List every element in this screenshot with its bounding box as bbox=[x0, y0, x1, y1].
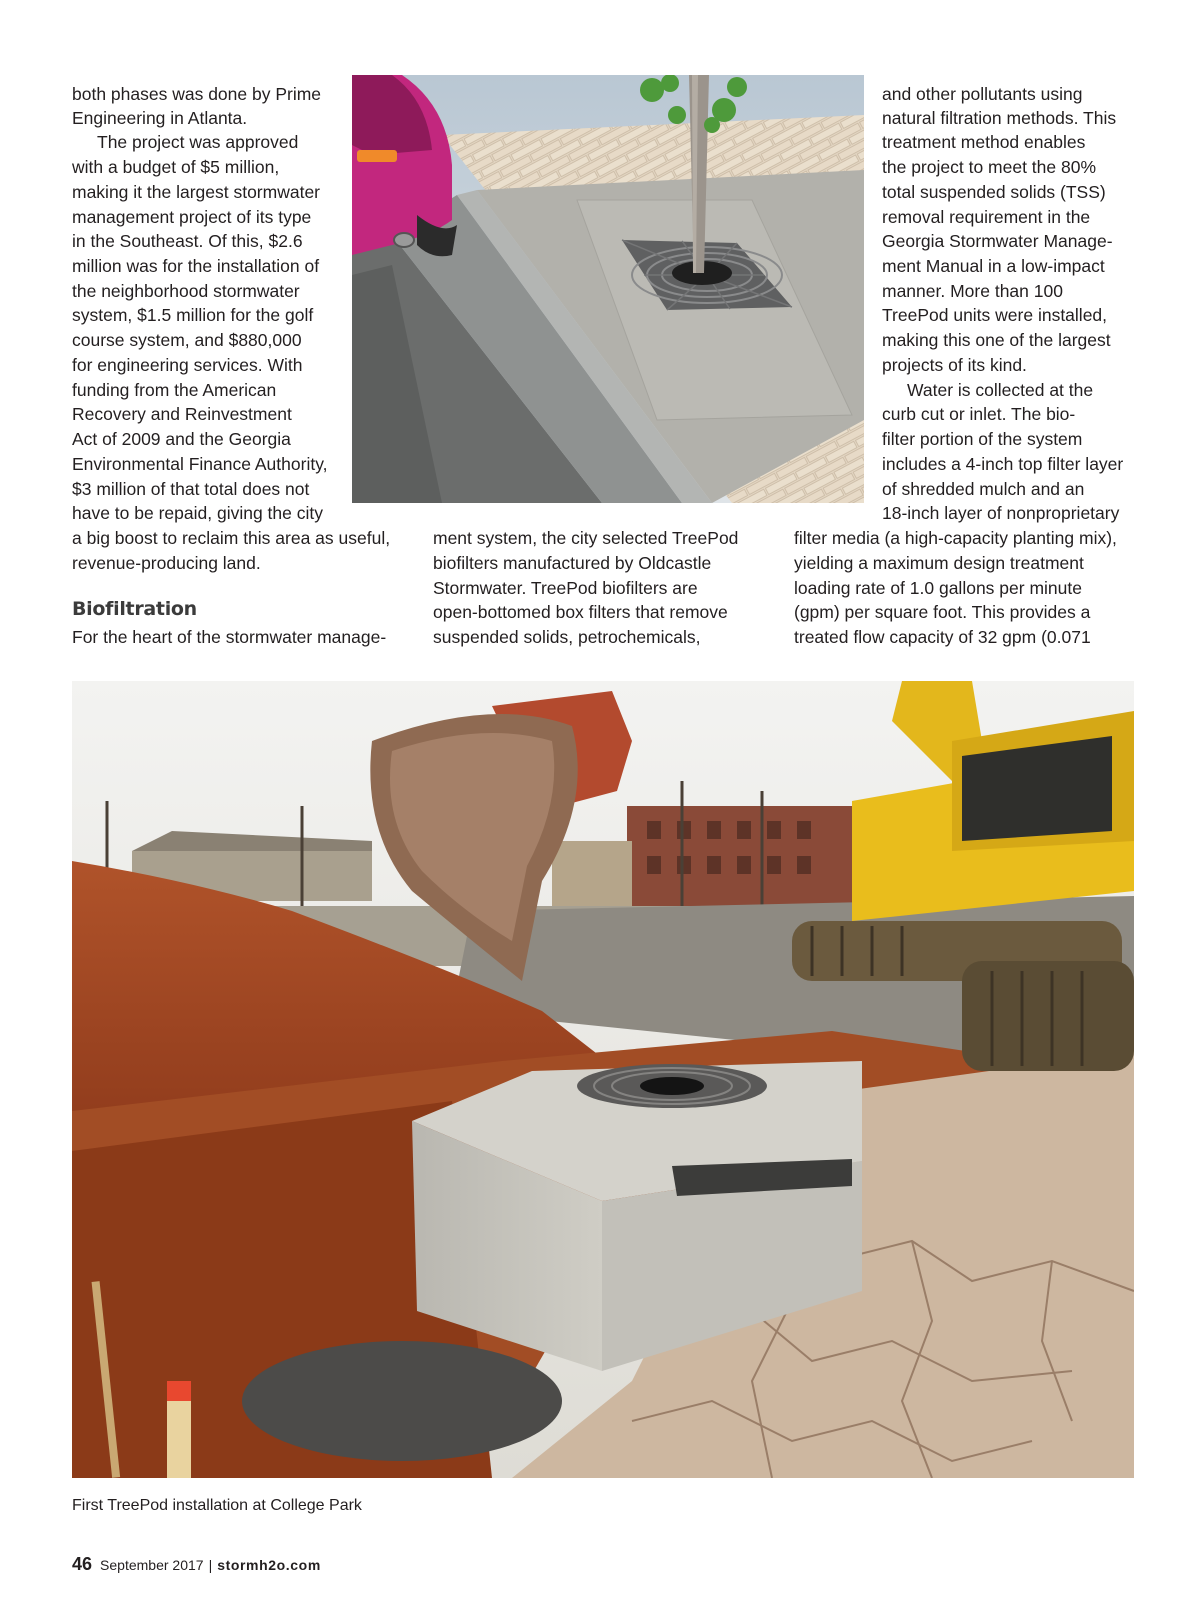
body-text-line: removal requirement in the bbox=[882, 207, 1091, 227]
body-text-line: system, $1.5 million for the golf bbox=[72, 305, 314, 325]
body-text-line: management project of its type bbox=[72, 207, 312, 227]
body-text-line: manner. More than 100 bbox=[882, 281, 1063, 301]
body-text-line: Stormwater. TreePod biofilters are bbox=[433, 578, 698, 598]
body-text-line: suspended solids, petrochemicals, bbox=[433, 627, 701, 647]
body-text-line: natural filtration methods. This bbox=[882, 108, 1117, 128]
body-text-line: ment system, the city selected TreePod bbox=[433, 528, 739, 548]
footer-separator: | bbox=[208, 1557, 213, 1573]
body-text-line: treated flow capacity of 32 gpm (0.071 bbox=[794, 627, 1091, 647]
body-text-line: a big boost to reclaim this area as useful, bbox=[72, 528, 391, 548]
body-text-line: the neighborhood stormwater bbox=[72, 281, 300, 301]
treepod-rendering-image bbox=[352, 75, 864, 503]
body-text-line: curb cut or inlet. The bio- bbox=[882, 404, 1076, 424]
body-text-line: and other pollutants using bbox=[882, 84, 1083, 104]
body-text-line: treatment method enables bbox=[882, 132, 1086, 152]
body-text-line: yielding a maximum design treatment bbox=[794, 553, 1084, 573]
body-text-line: loading rate of 1.0 gallons per minute bbox=[794, 578, 1082, 598]
body-text-line: funding from the American bbox=[72, 380, 277, 400]
body-text-line: includes a 4-inch top filter layer bbox=[882, 454, 1124, 474]
body-text-line: filter media (a high-capacity planting mix), bbox=[794, 528, 1117, 548]
site-installation-photo bbox=[72, 681, 1134, 1478]
issue-date: September 2017 bbox=[100, 1557, 204, 1573]
body-text-line: total suspended solids (TSS) bbox=[882, 182, 1106, 202]
page-number: 46 bbox=[72, 1554, 93, 1574]
website-link[interactable]: stormh2o.com bbox=[217, 1557, 321, 1573]
body-text-line: For the heart of the stormwater manage- bbox=[72, 627, 387, 647]
body-text-line: revenue-producing land. bbox=[72, 553, 261, 573]
page-footer bbox=[72, 1554, 321, 1575]
body-text-line: the project to meet the 80% bbox=[882, 157, 1097, 177]
body-text-line: both phases was done by Prime bbox=[72, 84, 322, 104]
body-text-line: course system, and $880,000 bbox=[72, 330, 302, 350]
body-text-line: have to be repaid, giving the city bbox=[72, 503, 323, 523]
body-text-line: making it the largest stormwater bbox=[72, 182, 321, 202]
body-text-line: $3 million of that total does not bbox=[72, 479, 310, 499]
body-text-line: TreePod units were installed, bbox=[882, 305, 1108, 325]
body-text-line: making this one of the largest bbox=[882, 330, 1111, 350]
section-heading: Biofiltration bbox=[72, 598, 197, 620]
body-text-line: projects of its kind. bbox=[882, 355, 1027, 375]
body-text-line: Georgia Stormwater Manage- bbox=[882, 231, 1113, 251]
body-text-line: million was for the installation of bbox=[72, 256, 320, 276]
body-text-line: 18-inch layer of nonproprietary bbox=[882, 503, 1120, 523]
body-text-line: of shredded mulch and an bbox=[882, 479, 1085, 499]
body-text-line: Engineering in Atlanta. bbox=[72, 108, 248, 128]
body-text-line: filter portion of the system bbox=[882, 429, 1083, 449]
body-text-line: for engineering services. With bbox=[72, 355, 303, 375]
body-text-line: (gpm) per square foot. This provides a bbox=[794, 602, 1091, 622]
body-text-line: in the Southeast. Of this, $2.6 bbox=[72, 231, 303, 251]
body-text-line: Act of 2009 and the Georgia bbox=[72, 429, 291, 449]
photo-caption: First TreePod installation at College Park bbox=[72, 1497, 362, 1514]
body-text-line: Recovery and Reinvestment bbox=[72, 404, 292, 424]
body-text-line: The project was approved bbox=[97, 132, 299, 152]
body-text-line: with a budget of $5 million, bbox=[72, 157, 280, 177]
body-text-line: Environmental Finance Authority, bbox=[72, 454, 328, 474]
body-text-line: biofilters manufactured by Oldcastle bbox=[433, 553, 712, 573]
body-text-line: open-bottomed box filters that remove bbox=[433, 602, 728, 622]
body-text-line: Water is collected at the bbox=[907, 380, 1094, 400]
body-text-line: ment Manual in a low-impact bbox=[882, 256, 1105, 276]
